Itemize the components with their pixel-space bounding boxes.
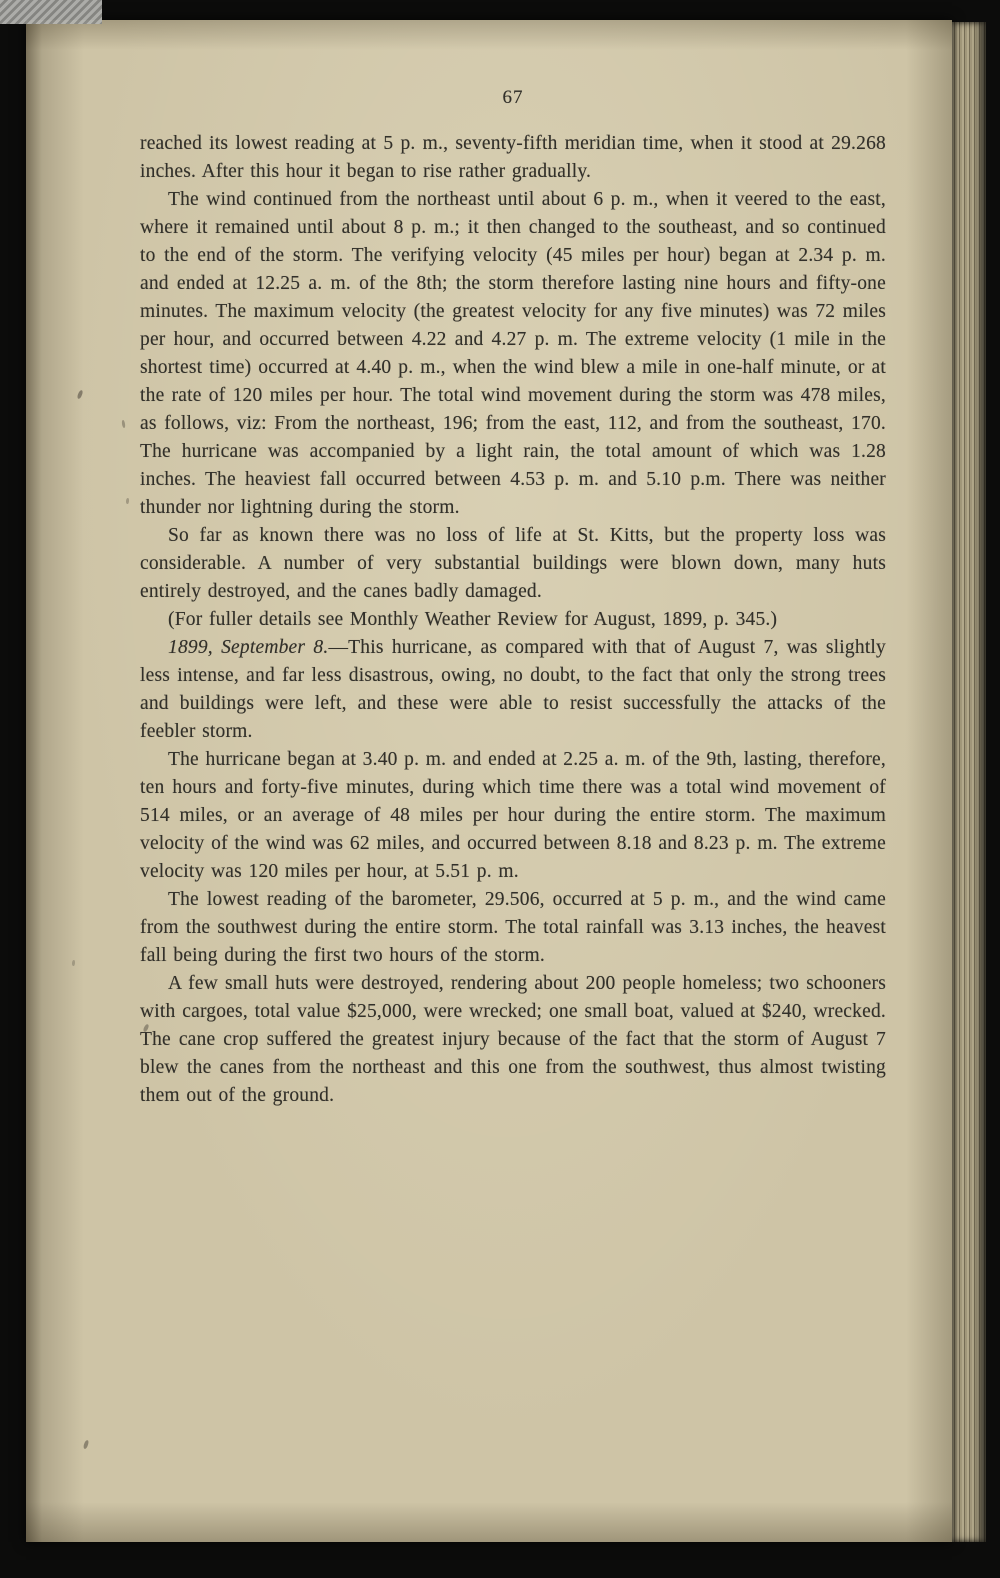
- paragraph: reached its lowest reading at 5 p. m., seventy-fifth meridian time, when it stood at 29.268 inches. After this hour it began to rise rather gradually.: [140, 133, 886, 182]
- paragraph: The wind continued from the northeast until about 6 p. m., when it veered to the east, where it remained until about 8 p. m.; it then changed to the southeast, and so continued to the end of the storm. The verifying velocity (45 miles per hour) began at 2.34 p. m. and ended at 12.25 a. m. of the 8th; the storm therefore lasting nine hours and fifty-one minutes. The maximum velocity (the greatest velocity for any five minutes) was 72 miles per hour, and occurred between 4.22 and 4.27 p. m. The extreme velocity (1 mile in the shortest time) occurred at 4.40 p. m., when the wind blew a mile in one-half minute, or at the rate of 120 miles per hour. The total wind movement during the storm was 478 miles, as follows, viz: From the northeast, 196; from the east, 112, and from the southeast, 170. The hurricane was accompanied by a light rain, the total amount of which was 1.28 inches. The heaviest fall occurred between 4.53 p. m. and 5.10 p.m. There was neither thunder nor lightning during the storm.: [140, 189, 886, 518]
- page-number: 67: [502, 87, 524, 108]
- ink-mark: [77, 390, 84, 400]
- paragraph: So far as known there was no loss of life at St. Kitts, but the property loss was considerable. A number of very substantial buildings were blown down, many huts entirely destroyed, and the canes badly damaged.: [140, 525, 886, 602]
- book-page: [26, 20, 952, 1542]
- paragraph: (For fuller details see Monthly Weather Review for August, 1899, p. 345.): [168, 609, 778, 630]
- page-content: [140, 86, 886, 1110]
- paragraph: The hurricane began at 3.40 p. m. and ended at 2.25 a. m. of the 9th, lasting, therefore, ten hours and forty-five minutes, during which time there was a total wind movement of 514 miles, or an average of 48 miles per hour during the entire storm. The maximum velocity of the wind was 62 miles, and occurred between 8.18 and 8.23 p. m. The extreme velocity was 120 miles per hour, at 5.51 p. m.: [140, 749, 886, 882]
- ink-mark: [121, 420, 126, 428]
- ink-mark: [126, 498, 129, 504]
- ink-mark: [83, 1440, 89, 1450]
- corner-label-remnant: [0, 0, 102, 24]
- paragraph: The lowest reading of the barometer, 29.506, occurred at 5 p. m., and the wind came from the southwest during the entire storm. The total rainfall was 3.13 inches, the heavest fall being during the first two hours of the storm.: [140, 889, 886, 966]
- page-text: [140, 130, 886, 1110]
- paragraph: 1899, September 8.—This hurricane, as compared with that of August 7, was slightly less intense, and far less disastrous, owing, no doubt, to the fact that only the strong trees and buildings were left, and these were able to resist successfully the attacks of the feebler storm.: [140, 637, 886, 742]
- ink-mark: [72, 960, 75, 966]
- page-edge-stack: [952, 22, 986, 1542]
- paragraph: A few small huts were destroyed, rendering about 200 people homeless; two schooners with cargoes, total value $25,000, were wrecked; one small boat, valued at $240, wrecked. The cane crop suffered the greatest injury because of the fact that the storm of August 7 blew the canes from the northeast and this one from the southwest, thus almost twisting them out of the ground.: [140, 973, 886, 1106]
- paragraph-lead-italic: 1899, September 8.: [168, 637, 329, 658]
